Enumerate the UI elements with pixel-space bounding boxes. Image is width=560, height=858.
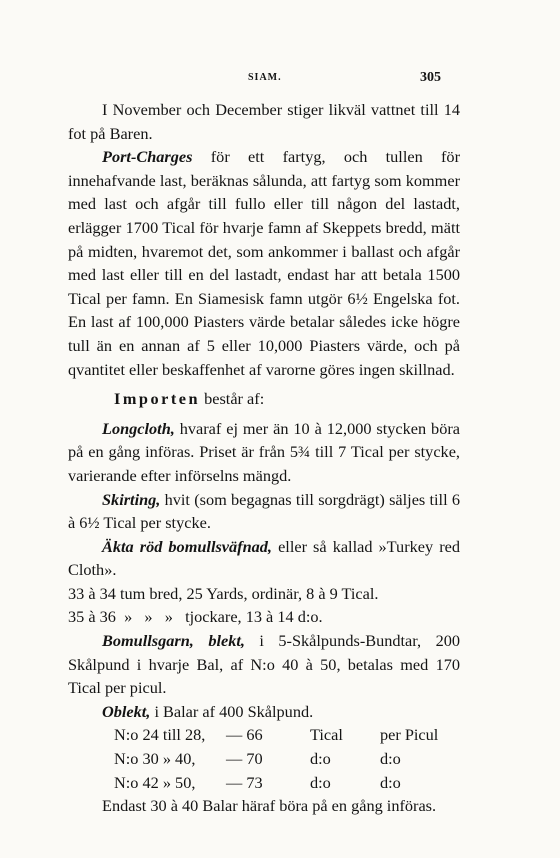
paragraph-unbleached-text: i Balar af 400 Skålpund. bbox=[150, 701, 314, 721]
table-cell: — 70 bbox=[226, 749, 263, 769]
table-row bbox=[114, 747, 460, 771]
paragraph-closing: Endast 30 à 40 Balar häraf böra på en gång införas. bbox=[102, 796, 437, 816]
line-thicker-cloth: 35 à 36 » » » tjockare, 13 à 14 d:o. bbox=[68, 607, 323, 627]
paragraph-bar-depth: I November och December stiger likväl vattnet till 14 fot på Baren. bbox=[68, 100, 460, 143]
table-cell: N:o 30 » 40, bbox=[114, 749, 196, 769]
paragraph-cotton-yarn bbox=[68, 629, 460, 700]
paragraph-port-charges-text: för ett fartyg, och tullen för innehafvande last, beräknas sålunda, att fartyg som kommer med last och afgår till fullo eller till någon del lastadt, erlägger 1700 Tical för hvarje famn af Skeppets bredd, mätt på midten, hvaremot det, som ankommer i ballast och afgår med last eller till en del lastadt, endast har att betala 1500 Tical per famn. En Siamesisk famn utgör 6½ Engelska fot. En last af 100,000 Piasters värde betalar således icke högre tull än en annan af 5 eller 10,000 Piasters värde, och på qvantitet eller beskaffenhet af varorne göres ingen skillnad. bbox=[68, 147, 460, 379]
table-cell: d:o bbox=[380, 749, 401, 769]
paragraph-longcloth-text: hvaraf ej mer än 10 à 12,000 stycken böra på en gång införas. Priset är från 5¾ till 7 Tical per stycke, varierande efter införselns mängd. bbox=[68, 418, 460, 485]
table-cell: d:o bbox=[310, 772, 331, 792]
table-cell: d:o bbox=[380, 772, 401, 792]
table-cell: — 66 bbox=[226, 725, 263, 745]
page-number: 305 bbox=[420, 70, 441, 85]
term-turkey-red: Äkta röd bomullsväfnad, bbox=[102, 536, 272, 556]
term-cotton-yarn: Bomullsgarn, blekt, bbox=[102, 631, 245, 651]
term-longcloth: Longcloth, bbox=[102, 418, 175, 438]
table-cell: d:o bbox=[310, 749, 331, 769]
paragraph-skirting-text: hvit (som begagnas till sorgdrägt) säljes till 6 à 6½ Tical per stycke. bbox=[68, 489, 460, 533]
price-table bbox=[68, 723, 460, 794]
paragraph-skirting bbox=[68, 488, 460, 535]
table-cell: — 73 bbox=[226, 772, 263, 792]
paragraph-cotton-yarn-text: i 5-Skålpunds-Bundtar, 200 Skålpund i hvarje Bal, af N:o 40 à 50, betalas med 170 Tical per picul. bbox=[68, 631, 461, 698]
table-cell: per Picul bbox=[380, 725, 439, 745]
table-cell: Tical bbox=[310, 725, 343, 745]
table-row bbox=[114, 771, 460, 795]
running-header bbox=[0, 72, 560, 92]
running-title: SIAM. bbox=[248, 72, 282, 83]
term-unbleached: Oblekt, bbox=[102, 701, 151, 721]
section-heading-imports bbox=[68, 387, 460, 411]
heading-word: Importen bbox=[114, 389, 201, 409]
page-body bbox=[68, 98, 460, 818]
paragraph-turkey-red-text: eller så kallad »Turkey red Cloth». bbox=[68, 536, 460, 580]
table-cell: N:o 42 » 50, bbox=[114, 772, 196, 792]
table-cell: N:o 24 till 28, bbox=[114, 725, 206, 745]
term-port-charges: Port-Charges bbox=[102, 147, 193, 167]
line-ordinary-cloth: 33 à 34 tum bred, 25 Yards, ordinär, 8 à 9 Tical. bbox=[68, 583, 379, 603]
heading-rest: består af: bbox=[200, 389, 265, 409]
paragraph-turkey-red bbox=[68, 535, 460, 582]
table-row bbox=[114, 723, 460, 747]
paragraph-port-charges bbox=[68, 145, 460, 381]
paragraph-unbleached bbox=[68, 700, 460, 724]
term-skirting: Skirting, bbox=[102, 489, 161, 509]
paragraph-longcloth bbox=[68, 417, 460, 488]
